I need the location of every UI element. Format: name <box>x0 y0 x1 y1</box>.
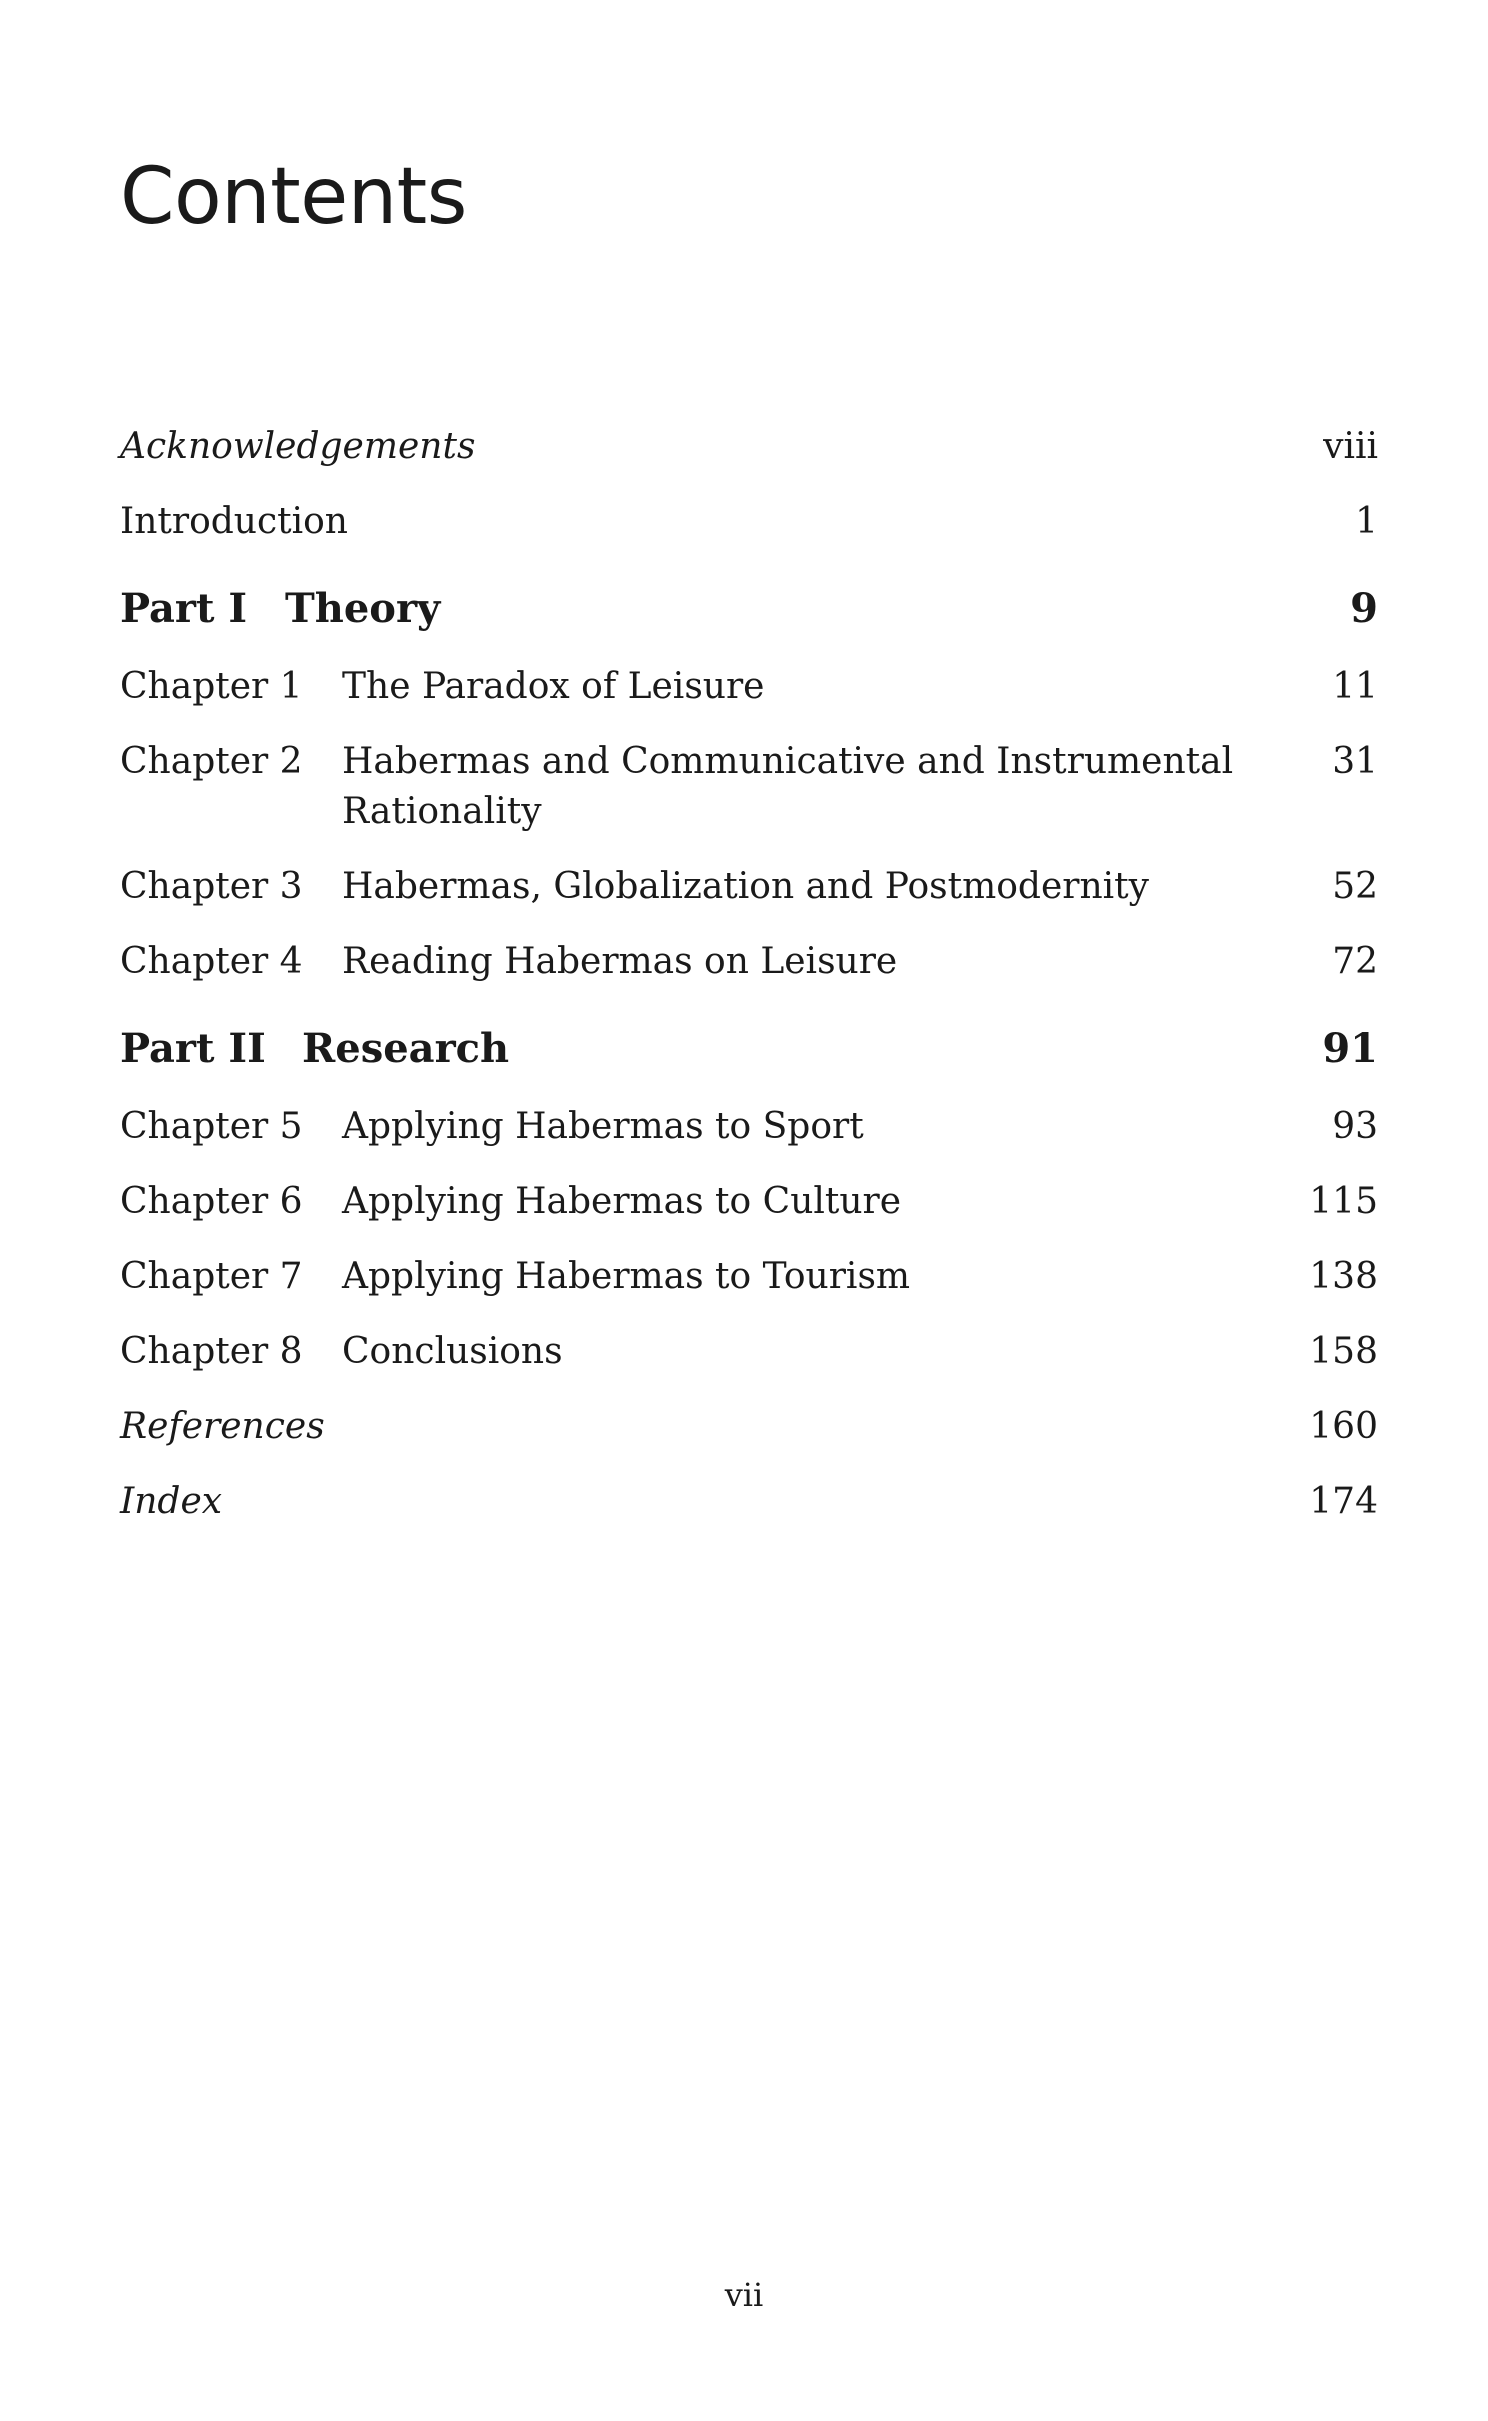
toc-chapter-label: Chapter 3 <box>120 866 303 907</box>
toc-page-number: 72 <box>1332 941 1378 982</box>
toc-chapter-title: Habermas, Globalization and Postmodernity <box>342 866 1149 907</box>
toc-page-number: 9 <box>1350 585 1378 632</box>
toc-entry-label: Index <box>120 1481 223 1522</box>
page-title: Contents <box>120 152 467 242</box>
toc-chapter-title: Applying Habermas to Sport <box>342 1106 864 1147</box>
toc-page-number: 52 <box>1332 866 1378 907</box>
toc-part-title: Theory <box>285 585 441 632</box>
toc-page-number: 91 <box>1322 1025 1378 1072</box>
toc-chapter-title: The Paradox of Leisure <box>342 666 765 707</box>
toc-chapter-title: Conclusions <box>342 1331 563 1372</box>
toc-page-number: 11 <box>1332 666 1378 707</box>
toc-part-label: Part II <box>120 1025 266 1072</box>
toc-page-number: 1 <box>1355 501 1378 542</box>
toc-chapter-title: Applying Habermas to Tourism <box>342 1256 911 1297</box>
toc-page-number: 93 <box>1332 1106 1378 1147</box>
toc-part-label: Part I <box>120 585 248 632</box>
toc-page-number: 115 <box>1309 1181 1378 1222</box>
toc-chapter-label: Chapter 1 <box>120 666 303 707</box>
toc-page-number: 31 <box>1332 741 1378 782</box>
toc-chapter-label: Chapter 8 <box>120 1331 303 1372</box>
toc-chapter-label: Chapter 7 <box>120 1256 303 1297</box>
toc-page-number: 158 <box>1309 1331 1378 1372</box>
toc-chapter-label: Chapter 6 <box>120 1181 303 1222</box>
toc-page-number: viii <box>1323 426 1378 467</box>
toc-chapter-title: Applying Habermas to Culture <box>342 1181 902 1222</box>
toc-chapter-label: Chapter 5 <box>120 1106 303 1147</box>
table-of-contents <box>120 0 1378 2421</box>
toc-chapter-title: Habermas and Communicative and Instrumental Rationality <box>342 741 1234 832</box>
toc-entry-label: Acknowledgements <box>120 426 476 467</box>
toc-entry-label: Introduction <box>120 501 348 542</box>
toc-page-number: 138 <box>1309 1256 1378 1297</box>
toc-chapter-label: Chapter 2 <box>120 741 303 782</box>
toc-entry-label: References <box>120 1406 325 1447</box>
toc-chapter-title: Reading Habermas on Leisure <box>342 941 898 982</box>
toc-chapter-label: Chapter 4 <box>120 941 303 982</box>
toc-page-number: 174 <box>1309 1481 1378 1522</box>
toc-part-title: Research <box>302 1025 510 1072</box>
toc-page-number: 160 <box>1309 1406 1378 1447</box>
page-folio: vii <box>724 2276 764 2314</box>
